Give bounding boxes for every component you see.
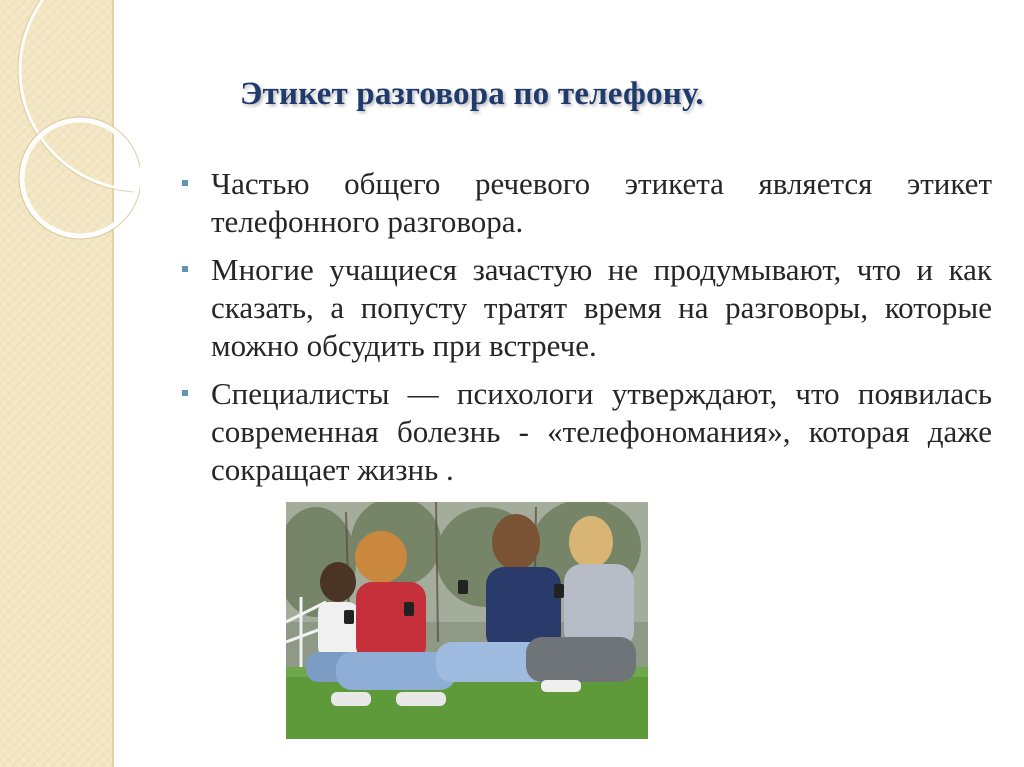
- bullet-text: Многие учащиеся зачастую не продумывают, что и как сказать, а попусту тратят время на разговоры, которые можно обсудить при встрече.: [211, 252, 992, 363]
- teenagers-with-phones-photo: [286, 502, 648, 739]
- bullet-text: Специалисты — психологи утверждают, что появилась современная болезнь - «телефономания», которая даже сокращает жизнь .: [211, 376, 992, 487]
- photo-illustration: [286, 502, 648, 739]
- bullet-item: [180, 251, 992, 365]
- square-bullet-icon: [182, 266, 188, 272]
- bullet-item: [180, 375, 992, 489]
- bullet-text: Частью общего речевого этикета является этикет телефонного разговора.: [211, 166, 992, 239]
- square-bullet-icon: [182, 390, 188, 396]
- bullet-list: [180, 165, 992, 499]
- slide-title: Этикет разговора по телефону.: [240, 76, 704, 112]
- bullet-item: [180, 165, 992, 241]
- square-bullet-icon: [182, 180, 188, 186]
- decorative-circles-icon: [0, 0, 140, 260]
